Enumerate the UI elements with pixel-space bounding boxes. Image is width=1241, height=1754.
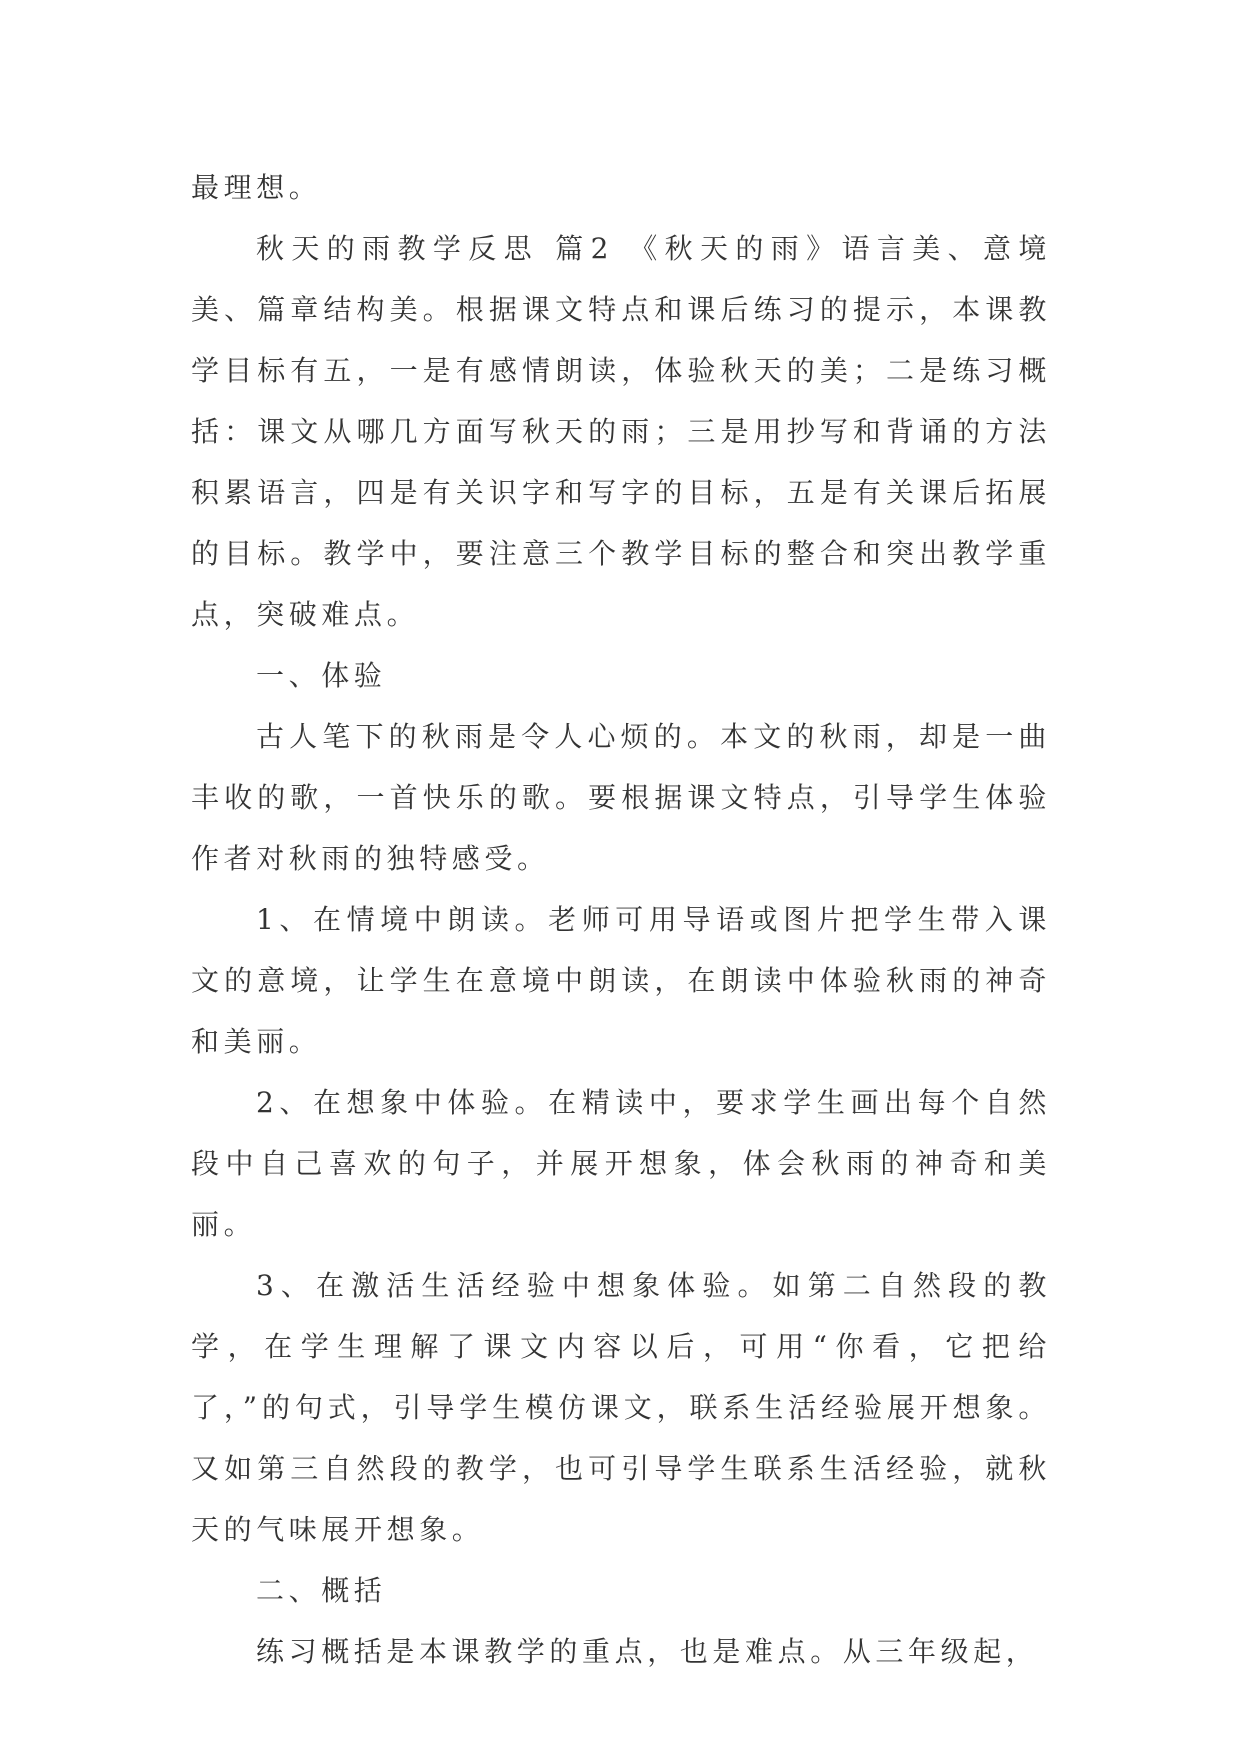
paragraph-intro: 秋天的雨教学反思 篇2 《秋天的雨》语言美、意境美、篇章结构美。根据课文特点和课后练习的提示，本课教学目标有五，一是有感情朗读，体验秋天的美；二是练习概括：课文从哪几方面写秋天的雨；三是用抄写和背诵的方法积累语言，四是有关识字和写字的目标，五是有关课后拓展的目标。教学中，要注意三个教学目标的整合和突出教学重点，突破难点。 [191,232,1051,631]
paragraph-summary: 练习概括是本课教学的重点，也是难点。从三年级起， [256,1635,1039,1668]
section-heading-experience: 一、体验 [256,659,387,692]
paragraph-experience: 古人笔下的秋雨是令人心烦的。本文的秋雨，却是一曲丰收的歌，一首快乐的歌。要根据课文特点，引导学生体验作者对秋雨的独特感受。 [191,720,1051,875]
paragraph-continuation: 最理想。 [191,171,322,204]
section-heading-summary: 二、概括 [256,1574,387,1607]
paragraph-point-1: 1、在情境中朗读。老师可用导语或图片把学生带入课文的意境，让学生在意境中朗读，在朗读中体验秋雨的神奇和美丽。 [191,903,1051,1058]
document-body [191,157,1051,1682]
paragraph-point-2: 2、在想象中体验。在精读中，要求学生画出每个自然段中自己喜欢的句子，并展开想象，体会秋雨的神奇和美丽。 [191,1086,1051,1241]
paragraph-point-3: 3、在激活生活经验中想象体验。如第二自然段的教学，在学生理解了课文内容以后，可用“你看，它把给了，”的句式，引导学生模仿课文，联系生活经验展开想象。又如第三自然段的教学，也可引导学生联系生活经验，就秋天的气味展开想象。 [191,1269,1051,1546]
